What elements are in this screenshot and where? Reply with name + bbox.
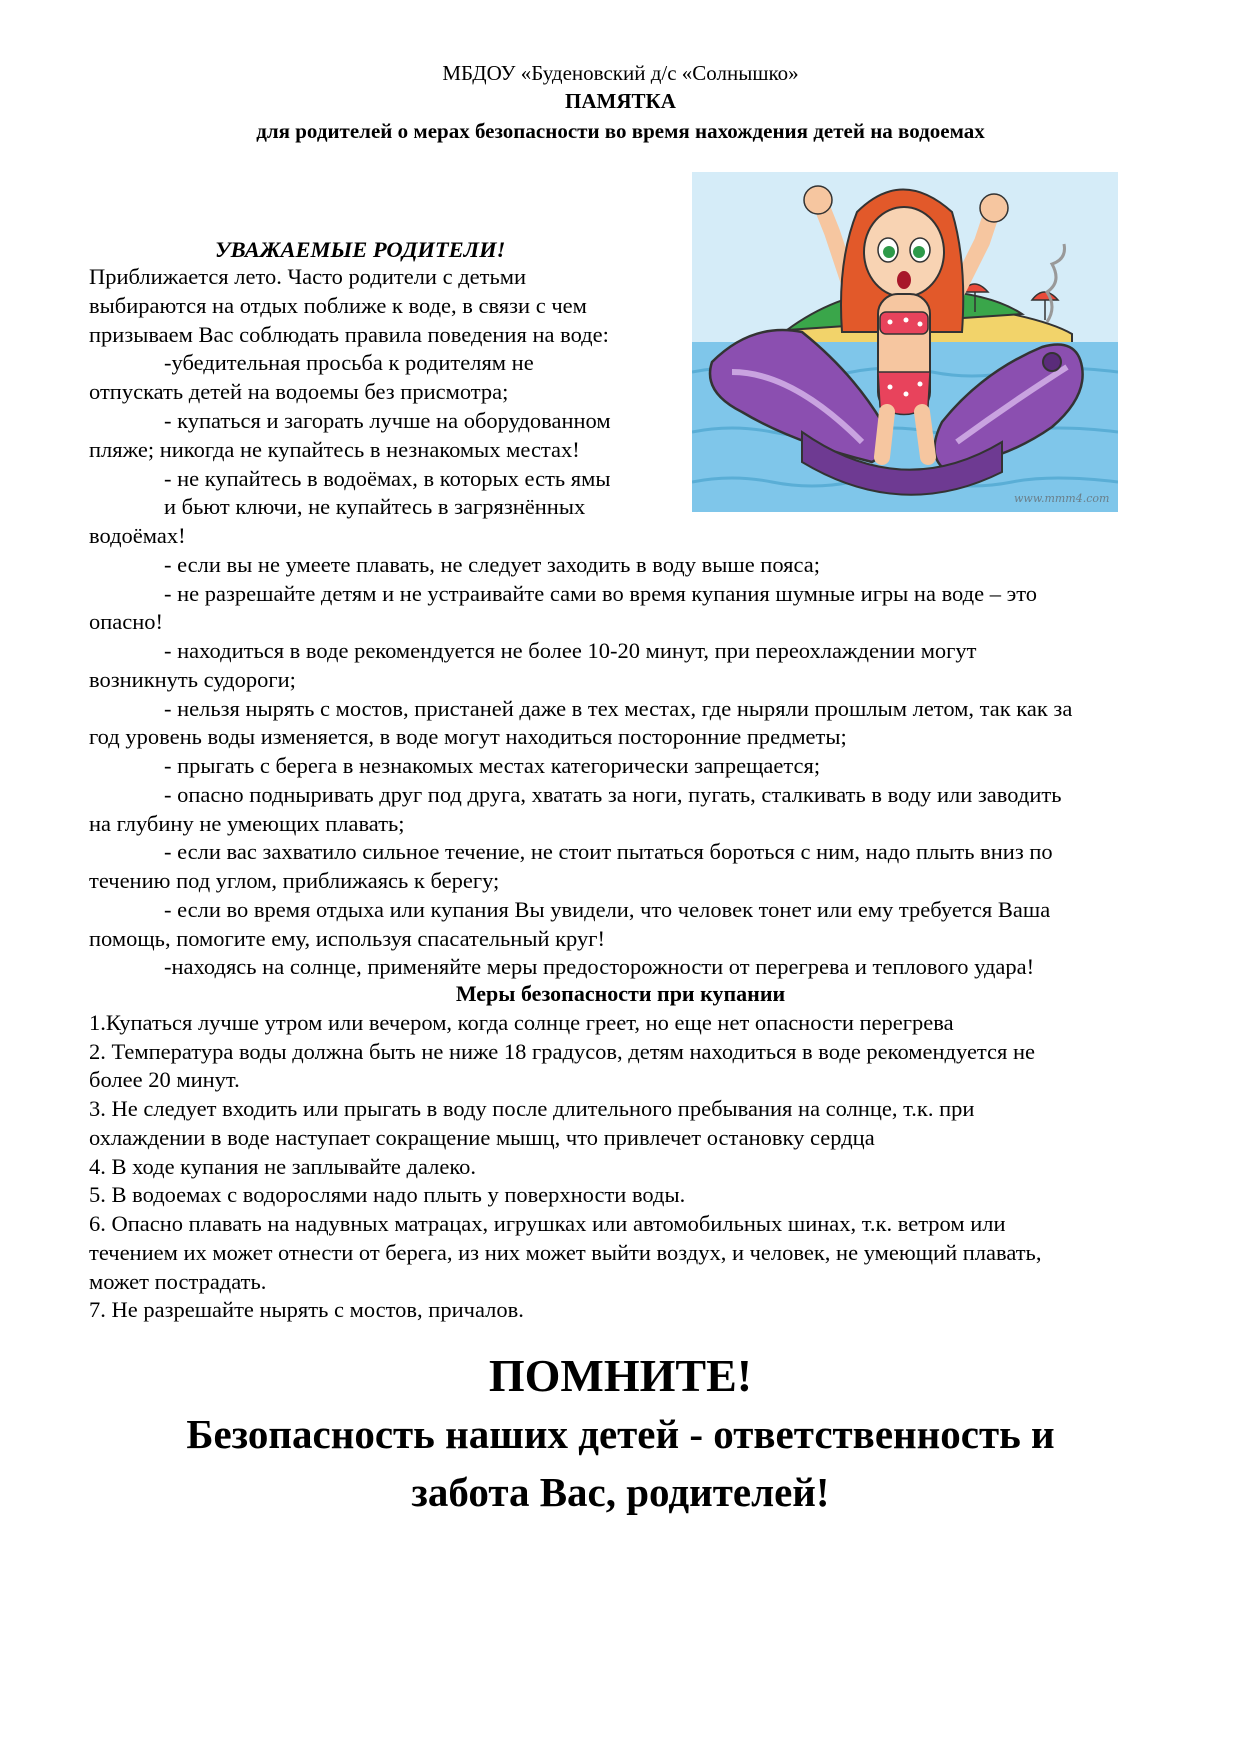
- measure-line: охлаждении в воде наступает сокращение мышц, что привлечет остановку сердца: [89, 1125, 875, 1150]
- measure-line: 1.Купаться лучше утром или вечером, когда солнце греет, но еще нет опасности перегрева: [89, 1010, 954, 1035]
- closing-remember: ПОМНИТЕ!: [488, 1350, 753, 1401]
- rule-line: - не разрешайте детям и не устраивайте сами во время купания шумные игры на воде – это: [164, 581, 1038, 606]
- rule-line: - если вы не умеете плавать, не следует заходить в воду выше пояса;: [164, 552, 821, 577]
- measure-line: более 20 минут.: [89, 1067, 240, 1092]
- measure-line: 5. В водоемах с водорослями надо плыть у поверхности воды.: [89, 1182, 686, 1207]
- rule-line: опасно!: [89, 609, 164, 634]
- rule-line: водоёмах!: [89, 523, 186, 548]
- organization-name: МБДОУ «Буденовский д/с «Солнышко»: [442, 61, 799, 85]
- rule-line: помощь, помогите ему, используя спасательный круг!: [89, 926, 605, 951]
- measure-line: 7. Не разрешайте нырять с мостов, причалов.: [89, 1297, 524, 1322]
- measure-line: 3. Не следует входить или прыгать в воду после длительного пребывания на солнце, т.к. при: [89, 1096, 975, 1121]
- document-title: ПАМЯТКА: [565, 89, 676, 113]
- closing-line-1: Безопасность наших детей - ответственность и: [186, 1411, 1055, 1457]
- rule-line: на глубину не умеющих плавать;: [89, 811, 405, 836]
- intro-line: выбираются на отдых поближе к воде, в связи с чем: [89, 293, 587, 318]
- rule-line: - нельзя нырять с мостов, пристаней даже в тех местах, где ныряли прошлым летом, так как за: [164, 696, 1073, 721]
- illustration-watermark: www.mmm4.com: [1014, 492, 1110, 505]
- child-on-mattress-illustration: [692, 172, 1118, 512]
- rule-line: - находиться в воде рекомендуется не более 10-20 минут, при переохлаждении могут: [164, 638, 977, 663]
- measure-line: 2. Температура воды должна быть не ниже 18 градусов, детям находиться в воде рекомендуется не: [89, 1039, 1036, 1064]
- measure-line: может пострадать.: [89, 1269, 267, 1294]
- greeting: УВАЖАЕМЫЕ РОДИТЕЛИ!: [215, 237, 506, 262]
- intro-line: призываем Вас соблюдать правила поведения на воде:: [89, 322, 609, 347]
- measure-line: течением их может отнести от берега, из них может выйти воздух, и человек, не умеющий плавать,: [89, 1240, 1042, 1265]
- rule-line: пляже; никогда не купайтесь в незнакомых местах!: [89, 437, 580, 462]
- rule-line: -убедительная просьба к родителям не: [164, 350, 534, 375]
- rule-line: - не купайтесь в водоёмах, в которых есть ямы: [164, 466, 611, 491]
- rule-line: и бьют ключи, не купайтесь в загрязнённых: [164, 494, 586, 519]
- rule-line: - если вас захватило сильное течение, не стоит пытаться бороться с ним, надо плыть вниз по: [164, 839, 1053, 864]
- rule-line: - купаться и загорать лучше на оборудованном: [164, 408, 611, 433]
- measure-line: 6. Опасно плавать на надувных матрацах, игрушках или автомобильных шинах, т.к. ветром или: [89, 1211, 1006, 1236]
- measure-line: 4. В ходе купания не заплывайте далеко.: [89, 1154, 477, 1179]
- intro-line: Приближается лето. Часто родители с детьми: [89, 264, 527, 289]
- rule-line: -находясь на солнце, применяйте меры предосторожности от перегрева и теплового удара!: [164, 954, 1035, 979]
- rule-line: - опасно подныривать друг под друга, хватать за ноги, пугать, сталкивать в воду или заводить: [164, 782, 1062, 807]
- rule-line: - прыгать с берега в незнакомых местах категорически запрещается;: [164, 753, 821, 778]
- rule-line: - если во время отдыха или купания Вы увидели, что человек тонет или ему требуется Ваша: [164, 897, 1051, 922]
- rule-line: возникнуть судороги;: [89, 667, 296, 692]
- measures-title: Меры безопасности при купании: [455, 981, 786, 1006]
- rule-line: год уровень воды изменяется, в воде могут находиться посторонние предметы;: [89, 724, 847, 749]
- rule-line: отпускать детей на водоемы без присмотра;: [89, 379, 509, 404]
- rule-line: течению под углом, приближаясь к берегу;: [89, 868, 500, 893]
- closing-line-2: забота Вас, родителей!: [411, 1469, 830, 1515]
- document-subtitle: для родителей о мерах безопасности во время нахождения детей на водоемах: [256, 119, 985, 143]
